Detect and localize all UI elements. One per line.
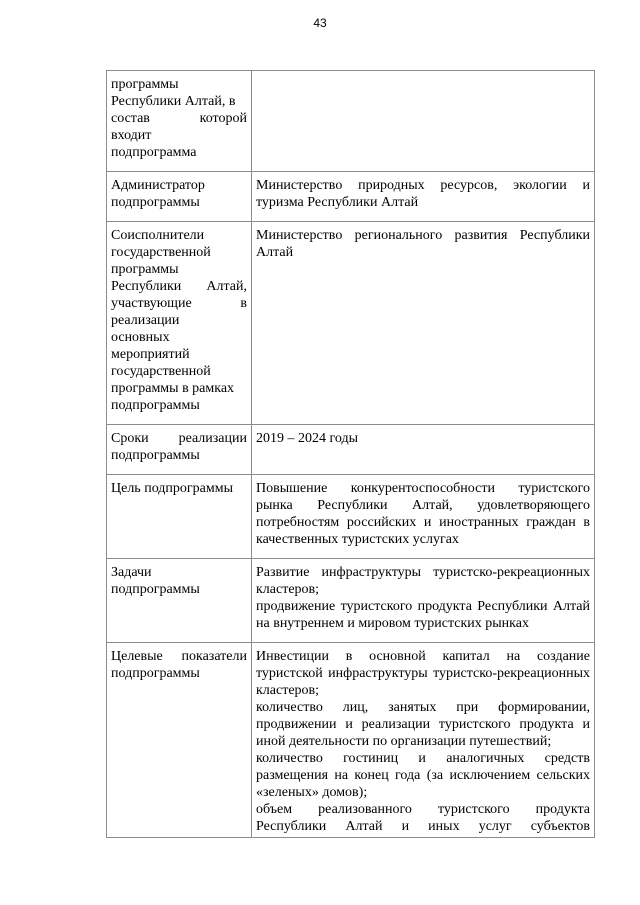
row-value-cell: [252, 475, 595, 559]
row-label: [111, 227, 247, 414]
label-line: входит: [111, 128, 152, 143]
row-label-cell: [107, 643, 252, 838]
table-row: [107, 222, 595, 425]
row-value-cell: [252, 425, 595, 475]
table-row: [107, 559, 595, 643]
row-label-cell: [107, 425, 252, 475]
row-value-cell: [252, 71, 595, 172]
row-label-cell: [107, 559, 252, 643]
row-value-cell: [252, 172, 595, 222]
label-line: Цель подпрограммы: [111, 481, 233, 496]
label-line: государственной: [111, 364, 211, 379]
label-line: Соисполнители: [111, 228, 205, 243]
row-label-cell: [107, 475, 252, 559]
label-line: реализации: [111, 313, 180, 328]
subprogram-passport-table: [106, 70, 595, 838]
label-line: основных: [111, 330, 170, 345]
row-label-cell: [107, 71, 252, 172]
row-label: [111, 177, 247, 211]
label-line: программы: [111, 262, 179, 277]
row-value-cell: [252, 643, 595, 838]
label-line: мероприятий: [111, 347, 190, 362]
row-label-cell: [107, 222, 252, 425]
table-row: [107, 71, 595, 172]
label-line: подпрограммы: [111, 195, 200, 210]
label-line: подпрограммы: [111, 398, 200, 413]
row-label: [111, 480, 247, 497]
table-row: [107, 475, 595, 559]
label-line: государственной: [111, 245, 211, 260]
label-line: подпрограммы: [111, 448, 200, 463]
value-paragraph: Инвестиции в основной капитал на создание туристской инфраструктуры туристско-рекреационных кластеров;: [256, 649, 590, 698]
value-paragraph: продвижение туристского продукта Республики Алтай на внутреннем и мировом туристских рынках: [256, 599, 590, 631]
value-paragraph: Развитие инфраструктуры туристско-рекреационных кластеров;: [256, 565, 590, 597]
label-line: программы: [111, 77, 179, 92]
label-line: Сроки реализации: [111, 431, 247, 446]
label-line: Республики Алтай,: [111, 279, 247, 294]
label-line: Целевые показатели: [111, 649, 247, 664]
label-line: состав которой: [111, 111, 247, 126]
value-paragraph: 2019 – 2024 годы: [256, 431, 359, 446]
value-paragraph: Министерство природных ресурсов, экологии и туризма Республики Алтай: [256, 178, 590, 210]
table-row: [107, 172, 595, 222]
table-row: [107, 425, 595, 475]
label-line: участвующие в: [111, 296, 247, 311]
row-value-cell: [252, 222, 595, 425]
value-paragraph: Министерство регионального развития Республики Алтай: [256, 228, 590, 260]
label-line: Задачи: [111, 565, 152, 580]
row-label: [111, 564, 247, 598]
label-line: подпрограмма: [111, 145, 197, 160]
value-paragraph: количество лиц, занятых при формировании, продвижении и реализации туристского продукта и иной деятельности по организации путешествий;: [256, 700, 590, 749]
value-paragraph: Повышение конкурентоспособности туристского рынка Республики Алтай, удовлетворяющего потребностям российских и иностранных граждан в качественных туристских услугах: [256, 481, 590, 547]
row-label: [111, 430, 247, 464]
row-label-cell: [107, 172, 252, 222]
label-line: подпрограммы: [111, 666, 200, 681]
row-label: [111, 648, 247, 682]
value-paragraph: объем реализованного туристского продукта Республики Алтай и иных услуг субъектов: [256, 802, 590, 834]
row-label: [111, 76, 247, 161]
value-paragraph: количество гостиниц и аналогичных средств размещения на конец года (за исключением сельских «зеленых» домов);: [256, 751, 590, 800]
page-number: 43: [313, 16, 327, 30]
label-line: программы в рамках: [111, 381, 235, 396]
label-line: подпрограммы: [111, 582, 200, 597]
row-value-cell: [252, 559, 595, 643]
table-row: [107, 643, 595, 838]
label-line: Республики Алтай, в: [111, 94, 236, 109]
label-line: Администратор: [111, 178, 205, 193]
